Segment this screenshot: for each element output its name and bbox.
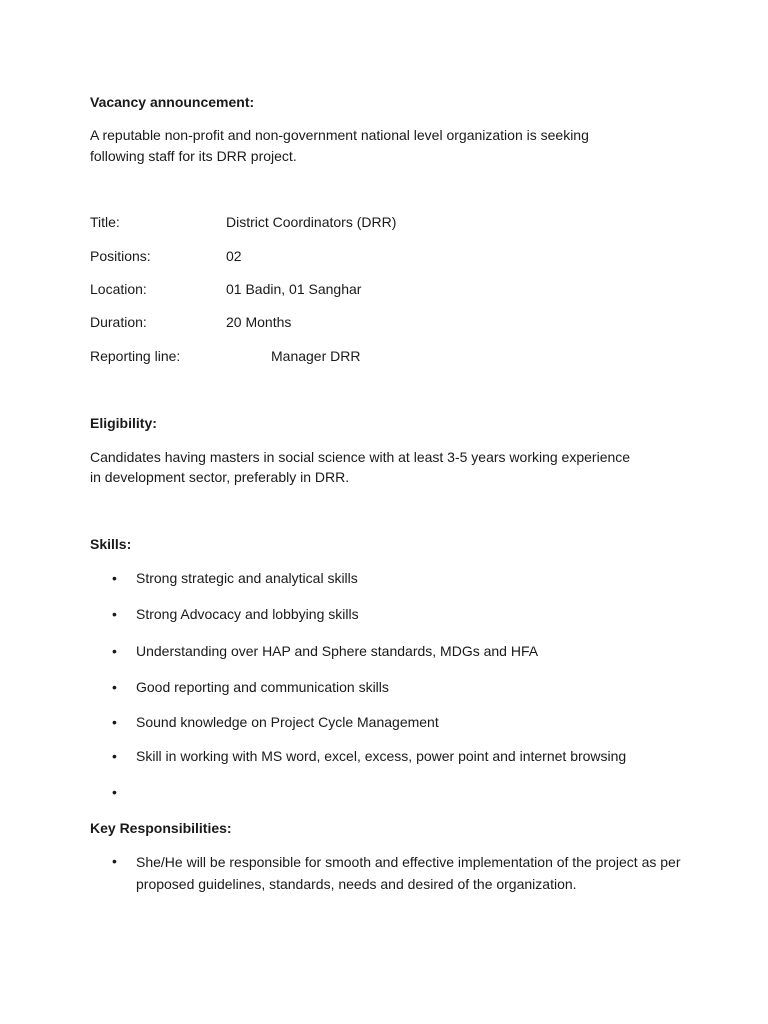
- detail-label-positions: Positions:: [90, 248, 151, 264]
- eligibility-heading: Eligibility:: [90, 415, 157, 431]
- detail-label-duration: Duration:: [90, 314, 147, 330]
- bullet-icon: •: [112, 606, 117, 622]
- list-item: She/He will be responsible for smooth and effective implementation of the project as per proposed guidelines, standards, needs and desired of the organization.: [136, 854, 681, 892]
- detail-value-reporting-line: Manager DRR: [271, 348, 361, 364]
- bullet-icon: •: [112, 714, 117, 730]
- bullet-icon: •: [112, 853, 117, 869]
- bullet-icon: •: [112, 748, 117, 764]
- detail-label-title: Title:: [90, 214, 120, 230]
- detail-label-reporting-line: Reporting line:: [90, 348, 181, 364]
- eligibility-text-line-2: in development sector, preferably in DRR.: [90, 469, 350, 485]
- detail-value-positions: 02: [226, 248, 242, 264]
- detail-value-title: District Coordinators (DRR): [226, 214, 397, 230]
- list-item: Strong strategic and analytical skills: [136, 570, 358, 586]
- bullet-icon: •: [112, 784, 117, 800]
- intro-text-line-1: A reputable non-profit and non-government national level organization is seeking: [90, 127, 589, 143]
- bullet-icon: •: [112, 570, 117, 586]
- list-item: Sound knowledge on Project Cycle Management: [136, 714, 439, 730]
- responsibilities-heading: Key Responsibilities:: [90, 820, 232, 836]
- detail-value-duration: 20 Months: [226, 314, 292, 330]
- skills-heading: Skills:: [90, 536, 132, 552]
- list-item: Strong Advocacy and lobbying skills: [136, 606, 359, 622]
- page-title: Vacancy announcement:: [90, 94, 255, 110]
- detail-value-location: 01 Badin, 01 Sanghar: [226, 281, 362, 297]
- bullet-icon: •: [112, 643, 117, 659]
- list-item: Good reporting and communication skills: [136, 679, 389, 695]
- list-item: Understanding over HAP and Sphere standards, MDGs and HFA: [136, 643, 539, 659]
- detail-label-location: Location:: [90, 281, 147, 297]
- eligibility-text-line-1: Candidates having masters in social science with at least 3-5 years working experience: [90, 449, 631, 465]
- bullet-icon: •: [112, 679, 117, 695]
- intro-text-line-2: following staff for its DRR project.: [90, 148, 297, 164]
- list-item: Skill in working with MS word, excel, excess, power point and internet browsing: [136, 748, 627, 764]
